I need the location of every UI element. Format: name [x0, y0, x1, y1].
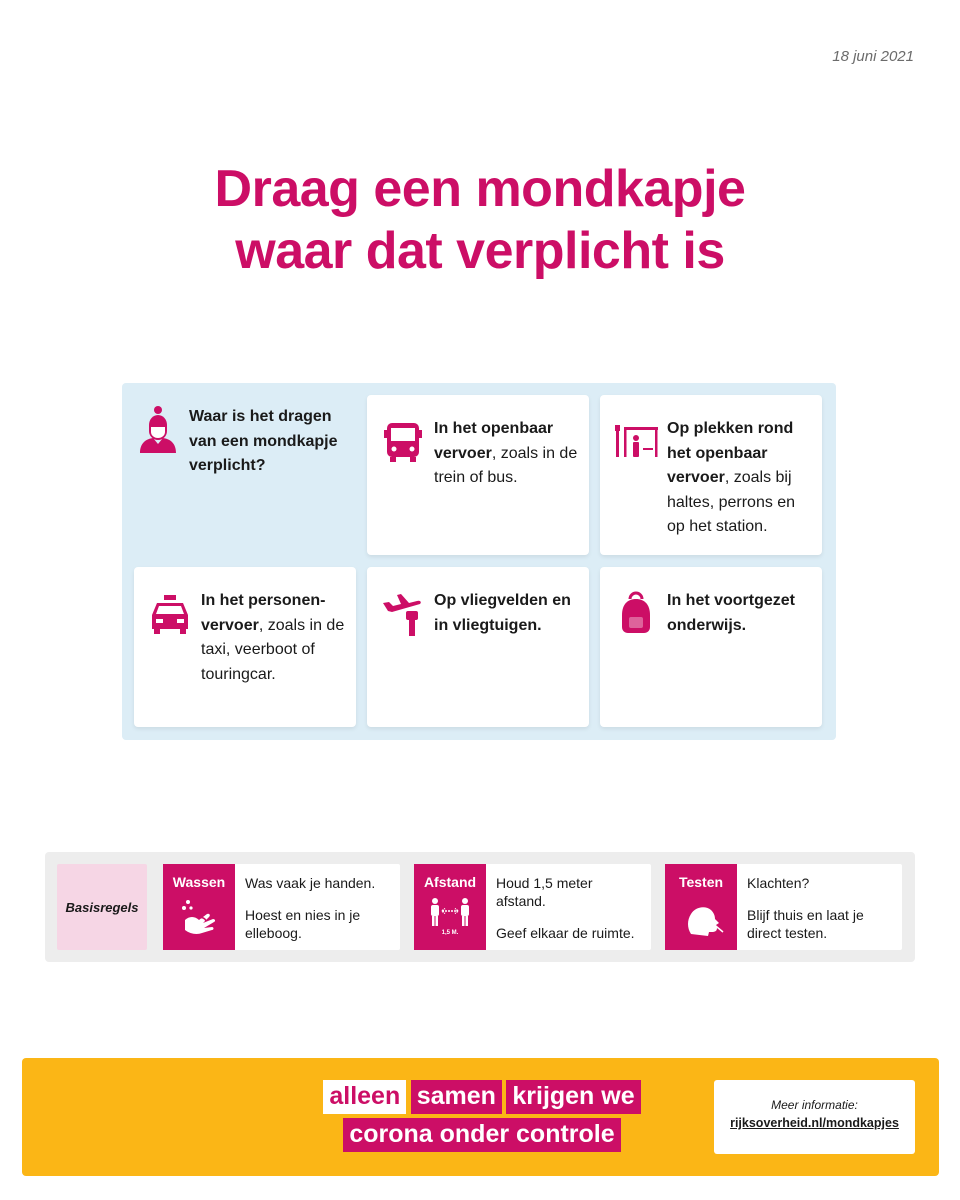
- rule-line-1: Houd 1,5 meter afstand.: [496, 875, 593, 909]
- more-info-label: Meer informatie:: [771, 1098, 858, 1112]
- rule-tag-label: Afstand: [423, 874, 477, 890]
- title-line-1: Draag een mondkapje: [214, 160, 746, 218]
- card-public-transport: [367, 395, 589, 555]
- rule-line-1: Was vaak je handen.: [245, 875, 376, 891]
- card-text: In het voortgezet onderwijs.: [667, 592, 796, 634]
- rule-line-2: Hoest en nies in je elleboog.: [245, 907, 361, 941]
- more-info-link[interactable]: rijksoverheid.nl/mondkapjes: [730, 1116, 899, 1130]
- taxi-icon: [148, 589, 192, 639]
- slogan-line-2: corona onder controle: [343, 1118, 620, 1152]
- mask-locations-panel: [122, 383, 836, 740]
- basic-rules-bar: [45, 852, 915, 962]
- rule-line-1: Klachten?: [747, 875, 810, 891]
- wash-hands-icon: [179, 896, 219, 940]
- distance-icon: [428, 896, 472, 940]
- card-text: Op plekken rond het openbaar vervoer, zoals bij haltes, perrons en op het station.: [667, 420, 796, 535]
- page-title: [0, 158, 960, 282]
- rule-text: [747, 874, 897, 956]
- card-passenger-transport: [134, 567, 356, 727]
- test-swab-icon: [683, 896, 727, 940]
- rule-tag-label: Testen: [678, 874, 724, 890]
- intro-cell: [122, 383, 357, 553]
- distance-icon-label: 1,5 M.: [441, 930, 459, 936]
- card-text: In het personen-vervoer, zoals in de taxi, veerboot of touringcar.: [201, 592, 345, 683]
- basic-rules-label: Basisregels: [57, 864, 147, 950]
- slogan-word-samen: samen: [411, 1080, 502, 1114]
- rule-wassen: [163, 864, 400, 950]
- woman-with-mask-icon: [136, 405, 180, 455]
- rule-tag: [665, 864, 737, 950]
- bus-icon: [381, 417, 425, 467]
- bus-stop-icon: [614, 417, 658, 467]
- card-transport-stops: [600, 395, 822, 555]
- rule-line-2: Blijf thuis en laat je direct testen.: [747, 907, 864, 941]
- rule-afstand: [414, 864, 651, 950]
- card-secondary-education: [600, 567, 822, 727]
- slogan-word-krijgen-we: krijgen we: [506, 1080, 640, 1114]
- rule-text: [245, 874, 395, 956]
- airplane-icon: [381, 589, 425, 639]
- intro-text: Waar is het dragen van een mondkapje verplicht?: [189, 408, 338, 474]
- rule-tag-label: Wassen: [172, 874, 226, 890]
- rule-tag: [414, 864, 486, 950]
- title-line-2: waar dat verplicht is: [235, 222, 725, 280]
- backpack-icon: [614, 589, 658, 639]
- date-label: 18 juni 2021: [832, 48, 914, 65]
- card-airports: [367, 567, 589, 727]
- rule-line-2: Geef elkaar de ruimte.: [496, 925, 635, 941]
- card-text: In het openbaar vervoer, zoals in de trein of bus.: [434, 420, 578, 486]
- slogan-word-alleen: alleen: [323, 1080, 406, 1114]
- more-info-box: [714, 1080, 915, 1154]
- rule-text: [496, 874, 646, 956]
- campaign-banner: [22, 1058, 939, 1176]
- rule-testen: [665, 864, 902, 950]
- card-text: Op vliegvelden en in vliegtuigen.: [434, 592, 571, 634]
- rule-tag: [163, 864, 235, 950]
